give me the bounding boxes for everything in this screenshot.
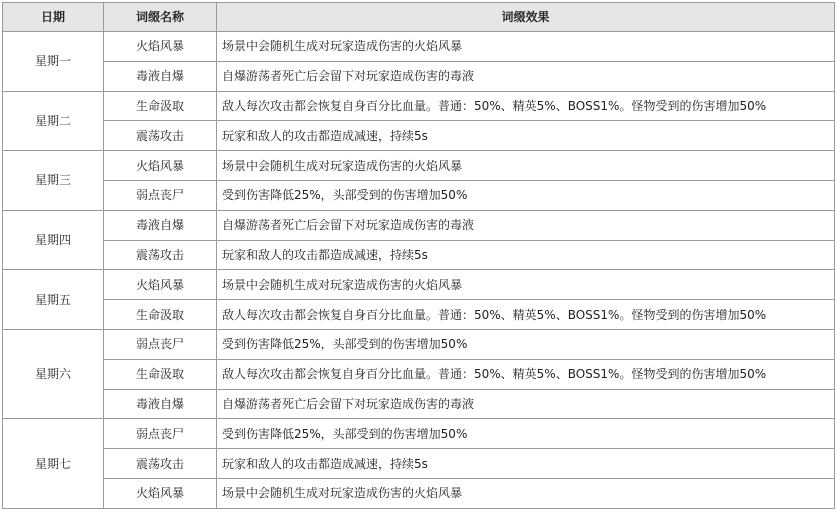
affix-name-cell: 毒液自爆 — [104, 61, 217, 91]
table-row — [3, 329, 835, 359]
header-affix-name: 词缀名称 — [104, 3, 217, 32]
affix-name-cell: 火焰风暴 — [104, 151, 217, 181]
affix-effect-cell: 受到伤害降低25%，头部受到的伤害增加50% — [217, 329, 835, 359]
affix-name-cell: 火焰风暴 — [104, 478, 217, 508]
affix-effect-cell: 受到伤害降低25%，头部受到的伤害增加50% — [217, 419, 835, 449]
affix-schedule-table — [2, 2, 835, 509]
day-cell: 星期七 — [3, 419, 104, 508]
table-row — [3, 478, 835, 508]
affix-name-cell: 弱点丧尸 — [104, 180, 217, 210]
affix-name-cell: 生命汲取 — [104, 91, 217, 121]
affix-effect-cell: 场景中会随机生成对玩家造成伤害的火焰风暴 — [217, 32, 835, 62]
affix-name-cell: 火焰风暴 — [104, 270, 217, 300]
affix-name-cell: 震荡攻击 — [104, 449, 217, 479]
affix-name-cell: 生命汲取 — [104, 359, 217, 389]
table-header — [3, 3, 835, 32]
table-row — [3, 180, 835, 210]
affix-effect-cell: 玩家和敌人的攻击都造成减速，持续5s — [217, 240, 835, 270]
table-row — [3, 121, 835, 151]
table-row — [3, 240, 835, 270]
day-cell: 星期三 — [3, 151, 104, 211]
table-row — [3, 32, 835, 62]
affix-name-cell: 弱点丧尸 — [104, 419, 217, 449]
header-row — [3, 3, 835, 32]
table-row — [3, 151, 835, 181]
affix-effect-cell: 自爆游荡者死亡后会留下对玩家造成伤害的毒液 — [217, 210, 835, 240]
affix-effect-cell: 自爆游荡者死亡后会留下对玩家造成伤害的毒液 — [217, 61, 835, 91]
day-cell: 星期六 — [3, 329, 104, 418]
affix-effect-cell: 敌人每次攻击都会恢复自身百分比血量。普通：50%、精英5%、BOSS1%。怪物受到的伤害增加50% — [217, 359, 835, 389]
table-body — [3, 32, 835, 509]
table-row — [3, 419, 835, 449]
header-date: 日期 — [3, 3, 104, 32]
affix-effect-cell: 场景中会随机生成对玩家造成伤害的火焰风暴 — [217, 270, 835, 300]
table-row — [3, 210, 835, 240]
day-cell: 星期五 — [3, 270, 104, 330]
affix-name-cell: 震荡攻击 — [104, 121, 217, 151]
affix-name-cell: 毒液自爆 — [104, 389, 217, 419]
table-row — [3, 449, 835, 479]
affix-effect-cell: 受到伤害降低25%，头部受到的伤害增加50% — [217, 180, 835, 210]
table-row — [3, 61, 835, 91]
affix-effect-cell: 玩家和敌人的攻击都造成减速，持续5s — [217, 449, 835, 479]
affix-effect-cell: 敌人每次攻击都会恢复自身百分比血量。普通：50%、精英5%、BOSS1%。怪物受到的伤害增加50% — [217, 91, 835, 121]
table-row — [3, 300, 835, 330]
header-affix-effect: 词缀效果 — [217, 3, 835, 32]
affix-name-cell: 火焰风暴 — [104, 32, 217, 62]
affix-effect-cell: 场景中会随机生成对玩家造成伤害的火焰风暴 — [217, 478, 835, 508]
day-cell: 星期四 — [3, 210, 104, 270]
day-cell: 星期一 — [3, 32, 104, 92]
affix-name-cell: 毒液自爆 — [104, 210, 217, 240]
table-row — [3, 91, 835, 121]
table-row — [3, 389, 835, 419]
affix-effect-cell: 自爆游荡者死亡后会留下对玩家造成伤害的毒液 — [217, 389, 835, 419]
affix-name-cell: 震荡攻击 — [104, 240, 217, 270]
table-row — [3, 359, 835, 389]
affix-name-cell: 生命汲取 — [104, 300, 217, 330]
affix-effect-cell: 玩家和敌人的攻击都造成减速，持续5s — [217, 121, 835, 151]
day-cell: 星期二 — [3, 91, 104, 151]
affix-effect-cell: 场景中会随机生成对玩家造成伤害的火焰风暴 — [217, 151, 835, 181]
affix-name-cell: 弱点丧尸 — [104, 329, 217, 359]
affix-effect-cell: 敌人每次攻击都会恢复自身百分比血量。普通：50%、精英5%、BOSS1%。怪物受到的伤害增加50% — [217, 300, 835, 330]
table-row — [3, 270, 835, 300]
